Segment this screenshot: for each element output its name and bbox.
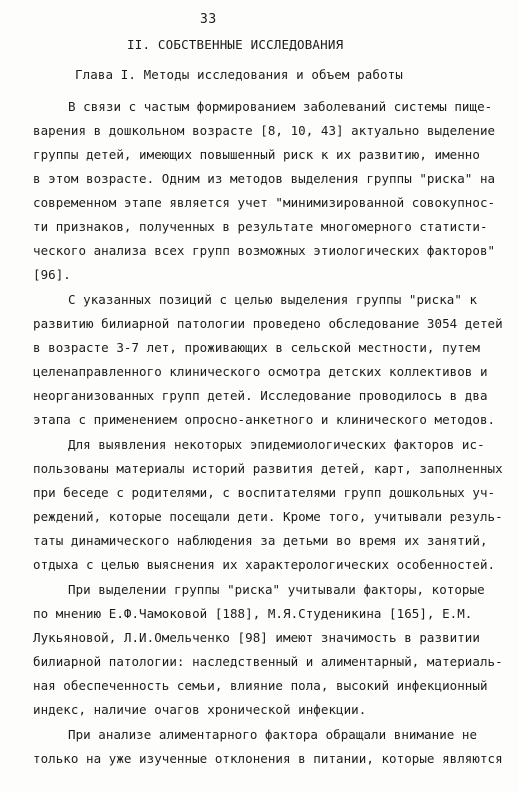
text-line: при беседе с родителями, с воспитателями групп дошкольных уч- (33, 485, 496, 500)
section-title: II. СОБСТВЕННЫЕ ИССЛЕДОВАНИЯ (127, 37, 344, 52)
text-line: пользованы материалы историй развития детей, карт, заполненных (33, 461, 503, 476)
text-line: только на уже изученные отклонения в питании, которые являются (33, 751, 503, 766)
text-line: С указанных позиций с целью выделения группы "риска" к (68, 292, 478, 307)
text-line: в этом возрасте. Одним из методов выделения группы "риска" на (33, 171, 496, 186)
text-line: билиарной патологии: наследственный и алиментарный, материаль- (33, 654, 503, 669)
text-line: в возрасте 3-7 лет, проживающих в сельской местности, путем (33, 340, 480, 355)
text-line: ная обеспеченность семьи, влияние пола, высокий инфекционный (33, 678, 488, 693)
text-line: реждений, которые посещали дети. Кроме того, учитывали резуль- (33, 509, 503, 524)
text-line: В связи с частым формированием заболеваний системы пище- (68, 99, 493, 114)
text-line: отдыха с целью выяснения их характерологических особенностей. (33, 557, 496, 572)
text-line: Лукьяновой, Л.И.Омельченко [98] имеют значимость в развитии (33, 630, 480, 645)
text-line: развитию билиарной патологии проведено обследование 3054 детей (33, 316, 503, 331)
text-line: неорганизованных групп детей. Исследование проводилось в два (33, 388, 488, 403)
text-line: этапа с применением опросно-анкетного и клинического методов. (33, 412, 496, 427)
text-line: индекс, наличие очагов хронической инфекции. (33, 702, 367, 717)
text-line: [96]. (33, 267, 71, 282)
text-line: таты динамического наблюдения за детьми во время их занятий, (33, 533, 488, 548)
text-line: группы детей, имеющих повышенный риск к их развитию, именно (33, 147, 480, 162)
page-number: 33 (200, 12, 217, 27)
text-line: ти признаков, полученных в результате многомерного статисти- (33, 219, 488, 234)
text-line: целенаправленного клинического осмотра детских коллективов и (33, 364, 488, 379)
text-line: варения в дошкольном возрасте [8, 10, 43] актуально выделение (33, 123, 496, 138)
chapter-title: Глава I. Методы исследования и объем работы (75, 67, 403, 82)
text-line: При анализе алиментарного фактора обращали внимание не (68, 727, 478, 742)
text-line: по мнению Е.Ф.Чамоковой [188], М.Я.Студеникина [165], Е.М. (33, 606, 473, 621)
text-line: современном этапе является учет "минимизированной совокупнос- (33, 195, 496, 210)
text-line: При выделении группы "риска" учитывали факторы, которые (68, 582, 485, 597)
text-line: Для выявления некоторых эпидемиологических факторов ис- (68, 437, 485, 452)
text-line: ческого анализа всех групп возможных этиологических факторов" (33, 243, 496, 258)
